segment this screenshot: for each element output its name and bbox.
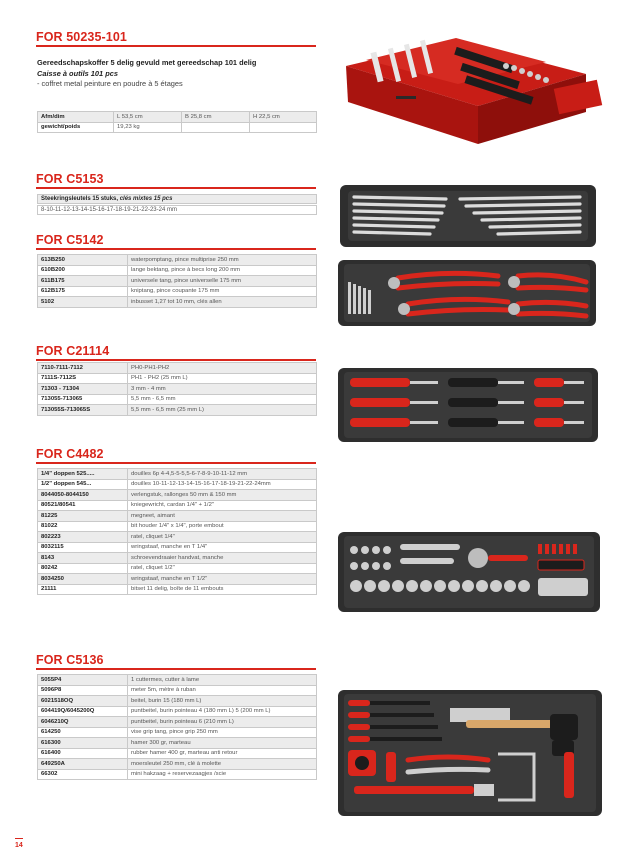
table-cell: 7110-7111-7112 [38, 363, 128, 374]
table-cell: 81225 [38, 511, 128, 522]
table-cell: 713055S-713065S [38, 405, 128, 416]
table-cell: lange bektang, pince à becs long 200 mm [128, 265, 317, 276]
section-title-c5142: FOR C5142 [36, 233, 104, 247]
table-cell: 21111 [38, 584, 128, 595]
table-cell: 611B175 [38, 276, 128, 287]
table-row [38, 122, 317, 133]
table-row [38, 276, 317, 287]
table-cell: 5,5 mm - 6,5 mm [128, 394, 317, 405]
table-cell: 616300 [38, 738, 128, 749]
table-cell: 614250 [38, 727, 128, 738]
table-cell: 5102 [38, 297, 128, 308]
table-cell: hamer 300 gr, marteau [128, 738, 317, 749]
section-divider [36, 462, 316, 464]
table-row [38, 696, 317, 707]
table-cell: kniegewricht, cardan 1/4" + 1/2" [128, 500, 317, 511]
table-row [38, 675, 317, 686]
table-cell: 5,5 mm - 6,5 mm (25 mm L) [128, 405, 317, 416]
table-row [38, 405, 317, 416]
table-row [38, 265, 317, 276]
section-divider [36, 248, 316, 250]
product-feature: - coffret metal peinture en poudre à 5 étages [37, 79, 183, 88]
table-cell: 616400 [38, 748, 128, 759]
table-row [38, 685, 317, 696]
table-row [38, 490, 317, 501]
table-row [38, 542, 317, 553]
toolbox-image [336, 26, 614, 158]
product-intro [37, 58, 327, 90]
spanner-sizes: 8-10-11-12-13-14-15-16-17-18-19-21-22-23-24 mm [37, 205, 317, 215]
table-cell: douilles 6p 4-4,5-5-5,5-6-7-8-9-10-11-12 mm [128, 469, 317, 480]
section-divider [36, 45, 316, 47]
table-cell: mini hakzaag + reservezaagjes /scie [128, 769, 317, 780]
table-cell: gewicht/poids [38, 122, 114, 133]
product-description-fr: Caisse à outils 101 pcs [37, 68, 118, 78]
product-description-nl: Gereedschapskoffer 5 delig gevuld met gereedschap 101 delig [37, 58, 257, 67]
table-row [38, 532, 317, 543]
table-cell: 80242 [38, 563, 128, 574]
table-cell: 71303 - 71304 [38, 384, 128, 395]
table-cell: beitel, burin 15 (180 mm L) [128, 696, 317, 707]
table-cell: 610B200 [38, 265, 128, 276]
table-cell: 1/4" doppen 525..... [38, 469, 128, 480]
table-cell: 6021518OQ [38, 696, 128, 707]
table-cell: 1 cuttermes, cutter à lame [128, 675, 317, 686]
table-cell [250, 122, 317, 133]
table-row [38, 769, 317, 780]
table-cell: 8044050-8044150 [38, 490, 128, 501]
section-divider [36, 187, 316, 189]
page-number-rule [15, 838, 23, 839]
table-cell: schroevendraaier handvat, manche [128, 553, 317, 564]
table-cell: bitset 11 delig, boîte de 11 embouts [128, 584, 317, 595]
table-row [38, 584, 317, 595]
dimensions-table [37, 111, 317, 133]
table-cell: inbusset 1,27 tot 10 mm, clés allen [128, 297, 317, 308]
table-cell: wringstaaf, manche en T 1/4" [128, 542, 317, 553]
table-row [38, 553, 317, 564]
table-cell: 612B175 [38, 286, 128, 297]
table-row [38, 717, 317, 728]
screwdriver-tray-image [338, 368, 598, 442]
table-cell: 613B250 [38, 255, 128, 266]
table-cell: vise grip tang, pince grip 250 mm [128, 727, 317, 738]
table-cell: rubber hamer 400 gr, marteau anti retour [128, 748, 317, 759]
table-cell: wringstaaf, manche en T 1/2" [128, 574, 317, 585]
table-row [38, 363, 317, 374]
section-title-50235: FOR 50235-101 [36, 30, 127, 44]
section-title-c4482: FOR C4482 [36, 447, 104, 461]
table-row [38, 738, 317, 749]
table-row [38, 297, 317, 308]
table-cell: 713055-713065 [38, 394, 128, 405]
table-cell: B 25,8 cm [182, 112, 250, 123]
table-cell: 19,23 kg [114, 122, 182, 133]
table-cell: ratel, cliquet 1/4" [128, 532, 317, 543]
spanner-tray-image [340, 185, 596, 247]
table-cell: 8032115 [38, 542, 128, 553]
table-cell: ratel, cliquet 1/2" [128, 563, 317, 574]
table-row [38, 759, 317, 770]
table-cell: 604419Q/6045200Q [38, 706, 128, 717]
table-cell: 3 mm - 4 mm [128, 384, 317, 395]
table-cell: L 53,5 cm [114, 112, 182, 123]
table-cell: megneet, aimant [128, 511, 317, 522]
pliers-table [37, 254, 317, 308]
table-cell: waterpomptang, pince multiprise 250 mm [128, 255, 317, 266]
table-cell: PH1 - PH2 (25 mm L) [128, 373, 317, 384]
table-cell: 66302 [38, 769, 128, 780]
table-cell: 649250A [38, 759, 128, 770]
section-title-c5153: FOR C5153 [36, 172, 104, 186]
table-cell: 81022 [38, 521, 128, 532]
hand-tools-tray-image [338, 690, 602, 816]
table-row [38, 727, 317, 738]
spanner-set-header [37, 194, 317, 204]
section-title-c21114: FOR C21114 [36, 344, 110, 358]
table-cell: kniptang, pince coupante 175 mm [128, 286, 317, 297]
table-cell: 6046210Q [38, 717, 128, 728]
table-cell: bit houder 1/4" x 1/4", porte embout [128, 521, 317, 532]
screwdriver-table [37, 362, 317, 416]
table-row [38, 394, 317, 405]
table-row [38, 384, 317, 395]
spanner-set-name-fr: clés mixtes 15 pcs [119, 196, 173, 202]
table-cell: meter 5m, mètre à ruban [128, 685, 317, 696]
table-row [38, 479, 317, 490]
table-cell: PH0-PH1-PH2 [128, 363, 317, 374]
table-cell: moersleutel 250 mm, clé à molette [128, 759, 317, 770]
table-cell: 5055P4 [38, 675, 128, 686]
table-cell: douilles 10-11-12-13-14-15-16-17-18-19-21-22-24mm [128, 479, 317, 490]
hand-tools-table [37, 674, 317, 780]
table-cell: 8143 [38, 553, 128, 564]
table-row [38, 706, 317, 717]
table-cell: H 22,5 cm [250, 112, 317, 123]
socket-set-table [37, 468, 317, 595]
table-row [38, 511, 317, 522]
table-cell: 8034250 [38, 574, 128, 585]
table-cell: verlengstuk, rallonges 50 mm & 150 mm [128, 490, 317, 501]
table-row [38, 563, 317, 574]
table-cell: 1/2" doppen 545... [38, 479, 128, 490]
table-row [38, 112, 317, 123]
table-cell: universele tang, pince universelle 175 mm [128, 276, 317, 287]
table-row [38, 286, 317, 297]
table-cell: Afm/dim [38, 112, 114, 123]
table-cell [182, 122, 250, 133]
socket-tray-image [338, 532, 600, 612]
table-row [38, 373, 317, 384]
table-row [38, 500, 317, 511]
section-divider [36, 668, 316, 670]
table-cell: 5096P8 [38, 685, 128, 696]
table-cell: puntbeitel, burin pointeau 6 (210 mm L) [128, 717, 317, 728]
table-row [38, 574, 317, 585]
section-divider [36, 359, 316, 361]
table-cell: 802223 [38, 532, 128, 543]
section-title-c5136: FOR C5136 [36, 653, 104, 667]
table-cell: 7111S-7112S [38, 373, 128, 384]
table-row [38, 521, 317, 532]
pliers-tray-image [338, 260, 596, 326]
table-row [38, 469, 317, 480]
table-cell: puntbeitel, burin pointeau 4 (180 mm L) 5 (200 mm L) [128, 706, 317, 717]
table-cell: 80521/80541 [38, 500, 128, 511]
table-row [38, 748, 317, 759]
spanner-set-name: Steekringsleutels 15 stuks, [41, 196, 120, 202]
page-number: 14 [15, 842, 23, 849]
table-row [38, 255, 317, 266]
